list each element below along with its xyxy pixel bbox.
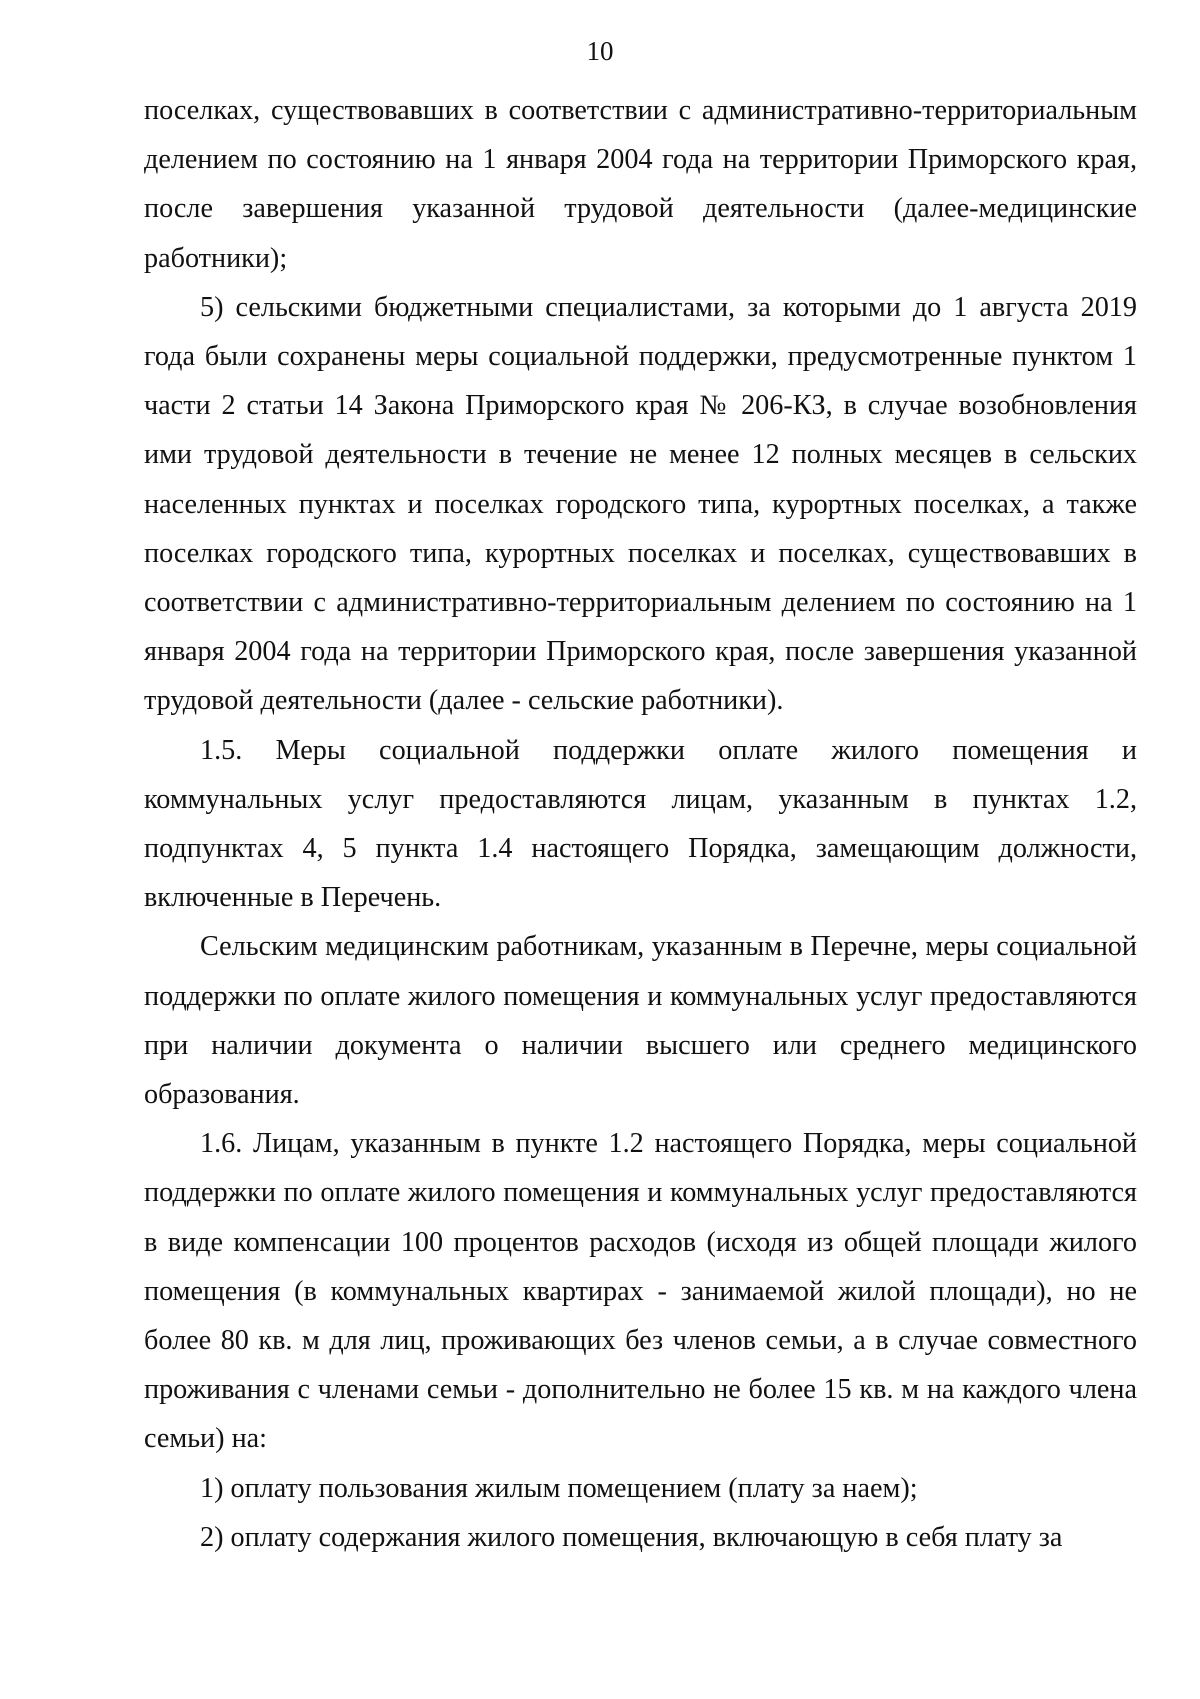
paragraph-continuation: поселках, существовавших в соответствии с административно-территориальным делением по состоянию на 1 января 2004 года на территории Приморского края, после завершения указанной трудовой деятельности (далее-медицинские работники); — [144, 95, 1137, 274]
paragraph-rural-medical-workers: Сельским медицинским работникам, указанным в Перечне, меры социальной поддержки по оплате жилого помещения и коммунальных услуг предоставляются при наличии документа о наличии высшего или среднего медицинского образования. — [144, 931, 1137, 1111]
paragraph-item-1: 1) оплату пользования жилым помещением (плату за наем); — [200, 1472, 918, 1504]
paragraph-item-5: 5) сельскими бюджетными специалистами, за которыми до 1 августа 2019 года были сохранены меры социальной поддержки, предусмотренные пунктом 1 части 2 статьи 14 Закона Приморского края № 206-КЗ, в случае возобновления ими трудовой деятельности в течение не менее 12 полных месяцев в сельских населенных пунктах и поселках городского типа, курортных поселках, а также поселках городского типа, курортных поселках и поселках, существовавших в соответствии с административно-территориальным делением по состоянию на 1 января 2004 года на территории Приморского края, после завершения указанной трудовой деятельности (далее - сельские работники). — [144, 291, 1137, 717]
paragraph-item-2: 2) оплату содержания жилого помещения, включающую в себя плату за — [200, 1521, 1063, 1553]
document-body — [144, 86, 1137, 1562]
paragraph-section-1-6: 1.6. Лицам, указанным в пункте 1.2 настоящего Порядка, меры социальной поддержки по оплате жилого помещения и коммунальных услуг предоставляются в виде компенсации 100 процентов расходов (исходя из общей площади жилого помещения (в коммунальных квартирах - занимаемой жилой площади), но не более 80 кв. м для лиц, проживающих без членов семьи, а в случае совместного проживания с членами семьи - дополнительно не более 15 кв. м на каждого члена семьи) на: — [144, 1128, 1137, 1455]
paragraph-section-1-5: 1.5. Меры социальной поддержки оплате жилого помещения и коммунальных услуг предоставляются лицам, указанным в пунктах 1.2, подпунктах 4, 5 пункта 1.4 настоящего Порядка, замещающим должности, включенные в Перечень. — [144, 734, 1137, 914]
page-number: 10 — [586, 36, 614, 66]
